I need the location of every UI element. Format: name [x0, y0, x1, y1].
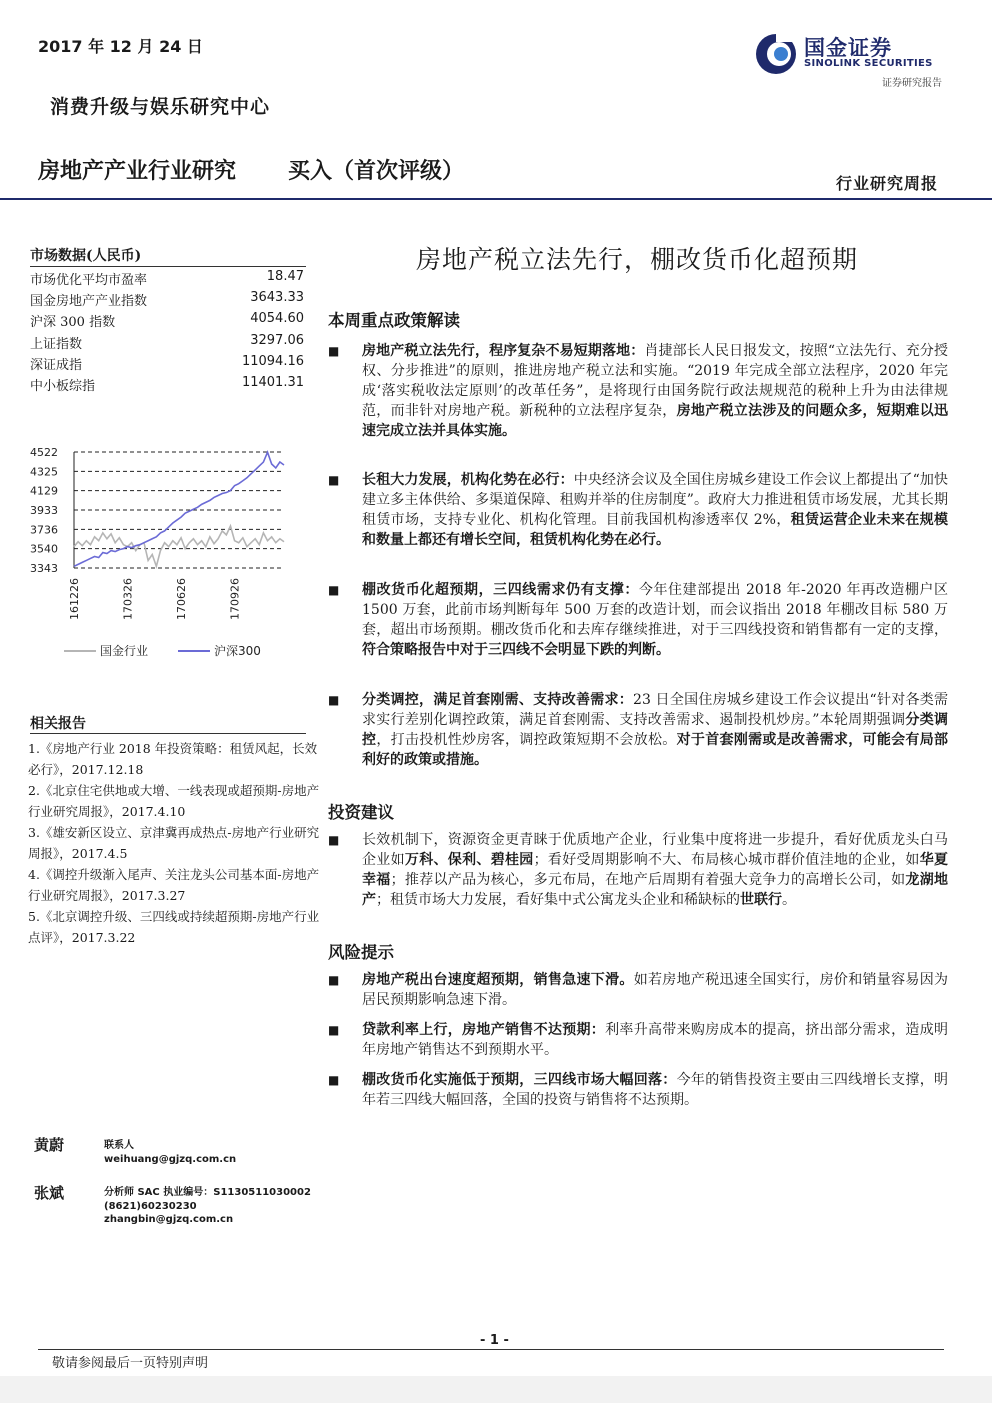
market-value: 11401.31 — [241, 375, 304, 390]
bullet-segment: 肖捷部长人民日报发文，按照“立法先行、充分授权、分步推进”的原则，推进房地产税立法和实施。“2019 年完成全部立法程序，2020 年完成‘落实税收法定原则’的改革任务”，是将现行由国务院行政法规规范的税种上升为由法律规范，而非针对房地产税。新税种的立法程序复杂， — [362, 343, 949, 419]
bullet-text — [362, 830, 948, 910]
author-phone: (8621)60230230 — [104, 1200, 197, 1212]
investment-bullet — [328, 830, 948, 910]
bullet-segment: ，打击投机性炒房客，调控政策短期不会放松。 — [376, 732, 677, 748]
market-value: 11094.16 — [241, 354, 304, 369]
policy-bullet — [328, 341, 948, 441]
x-tick-label: 170626 — [175, 578, 189, 620]
report-type: 行业研究周报 — [835, 174, 938, 193]
y-tick-label: 3540 — [30, 542, 58, 556]
bullet-square-icon: ■ — [328, 973, 340, 987]
related-report-item[interactable]: 4.《调控升级渐入尾声、关注龙头公司基本面-房地产行业研究周报》，2017.3.27 — [28, 867, 320, 903]
bullet-text — [362, 470, 948, 550]
bullet-text — [362, 341, 948, 441]
bullet-segment: 中央经济会议及全国住房城乡建设工作会议上都提出了“加快建立多主体供给、多渠道保障、租购并举的住房制度”。政府大力推进租赁市场发展，尤其长期租赁市场，支持专业化、机构化管理。目前我国机构渗透率仅 2%， — [362, 472, 949, 528]
market-row — [30, 311, 304, 332]
market-value: 3297.06 — [250, 333, 304, 348]
y-tick-label: 3343 — [30, 562, 58, 575]
logo-text-cn: 国金证券 — [804, 36, 892, 60]
bullet-segment: ；租赁市场大力发展，看好集中式公寓龙头企业和稀缺标的 — [376, 892, 740, 908]
author-email[interactable]: zhangbin@gjzq.com.cn — [104, 1214, 234, 1225]
author-role: 联系人 — [104, 1140, 134, 1151]
bullet-emphasis: 世联行 — [740, 892, 782, 908]
author-name: 黄蔚 — [34, 1136, 65, 1154]
x-tick-label: 170326 — [121, 578, 135, 620]
industry-title: 房地产产业行业研究 — [38, 159, 237, 184]
bullet-emphasis: 万科、保利、碧桂园 — [404, 852, 534, 868]
bullet-segment: 利率升高带来购房成本的提高，挤出部分需求，造成明年房地产销售达不到预期水平。 — [362, 1022, 949, 1058]
bullet-emphasis: 棚改货币化超预期，三四线需求仍有支撑： — [362, 582, 639, 598]
bullet-segment: 23 日全国住房城乡建设工作会议提出“针对各类需求实行差别化调控政策，满足首套刚需、支持改善需求、遏制投机炒房。”本轮周期强调 — [362, 692, 949, 728]
bullet-emphasis: 龙湖地产 — [362, 872, 949, 908]
legend-label: 国金行业 — [100, 644, 149, 658]
research-center: 消费升级与娱乐研究中心 — [50, 96, 271, 118]
market-value: 18.47 — [266, 269, 304, 284]
bullet-segment: 长效机制下，资源资金更青睐于优质地产企业，行业集中度将进一步提升，看好优质龙头白马企业如 — [362, 832, 948, 868]
bullet-square-icon: ■ — [328, 833, 340, 847]
market-row — [30, 354, 304, 375]
section-title: 投资建议 — [328, 803, 394, 822]
bullet-segment: ；推荐以产品为核心，多元布局，在地产后周期有着强大竞争力的高增长公司，如 — [390, 872, 906, 888]
market-data-divider — [30, 266, 306, 267]
market-row — [30, 375, 304, 396]
series-line-hs300 — [74, 452, 284, 566]
market-data-title: 市场数据(人民币) — [30, 248, 142, 264]
bullet-segment: ；看好受周期影响不大、布局核心城市群价值洼地的企业，如 — [533, 852, 920, 868]
author-email[interactable]: weihuang@gjzq.com.cn — [104, 1153, 237, 1165]
market-label: 深证成指 — [30, 358, 83, 373]
bullet-text — [362, 1070, 948, 1110]
bullet-square-icon: ■ — [328, 473, 340, 487]
bullet-emphasis: 房地产税出台速度超预期，销售急速下滑。 — [362, 972, 634, 988]
x-tick-label: 170926 — [228, 578, 242, 620]
bullet-square-icon: ■ — [328, 1073, 340, 1087]
bullet-emphasis: 符合策略报告中对于三四线不会明显下跌的判断。 — [362, 642, 670, 658]
report-date: 2017 年 12 月 24 日 — [38, 37, 203, 56]
disclaimer-notice: 敬请参阅最后一页特别声明 — [52, 1356, 209, 1371]
page-number: - 1 - — [480, 1333, 509, 1348]
author-sac-id: 分析师 SAC 执业编号：S1130511030002 — [104, 1187, 311, 1198]
header-divider — [0, 198, 992, 200]
risk-bullet — [328, 1070, 948, 1110]
policy-bullet — [328, 580, 948, 660]
bullet-square-icon: ■ — [328, 583, 340, 597]
section-title: 本周重点政策解读 — [328, 311, 460, 330]
market-label: 国金房地产产业指数 — [30, 294, 148, 309]
market-row — [30, 269, 304, 290]
market-label: 沪深 300 指数 — [30, 315, 116, 330]
related-report-item[interactable]: 5.《北京调控升级、三四线或持续超预期-房地产行业点评》，2017.3.22 — [28, 909, 320, 945]
section-title: 风险提示 — [328, 943, 394, 962]
risk-bullet — [328, 1020, 948, 1060]
y-tick-label: 4522 — [30, 446, 58, 459]
related-reports-title: 相关报告 — [30, 716, 86, 732]
series-line-industry — [74, 526, 284, 566]
bullet-text — [362, 580, 948, 660]
bullet-segment: 今年的销售投资主要由三四线增长支撑，明年若三四线大幅回落，全国的投资与销售将不达预期。 — [362, 1072, 949, 1108]
policy-bullet — [328, 690, 948, 770]
bullet-emphasis: 贷款利率上行，房地产销售不达预期： — [362, 1022, 606, 1038]
bullet-segment: 今年住建部提出 2018 年-2020 年再改造棚户区 1500 万套，此前市场判断每年 500 万套的改造计划，而会议指出 2018 年棚改目标 580 万套，超出市场预期。棚改货币化和去库存继续推进，对于三四线投资和销售都有一定的支撑， — [362, 582, 948, 638]
footer-band — [0, 1376, 992, 1403]
rating: 买入（首次评级） — [288, 159, 465, 184]
sinolink-logo-icon — [754, 32, 798, 76]
bullet-emphasis: 房地产税立法涉及的问题众多，短期难以迅速完成立法并具体实施。 — [362, 403, 949, 439]
bullet-text — [362, 1020, 948, 1060]
bullet-text — [362, 690, 948, 770]
y-tick-label: 4129 — [30, 484, 58, 498]
bullet-emphasis: 对于首套刚需或是改善需求，可能会有局部利好的政策或措施。 — [362, 732, 949, 768]
market-value: 3643.33 — [250, 290, 304, 305]
bullet-emphasis: 租赁运营企业未来在规模和数量上都还有增长空间，租赁机构化势在必行。 — [362, 512, 948, 548]
market-label: 市场优化平均市盈率 — [30, 273, 148, 288]
risk-bullet — [328, 970, 948, 1010]
bullet-text — [362, 970, 948, 1010]
x-tick-label: 161226 — [68, 578, 81, 620]
bullet-square-icon: ■ — [328, 1023, 340, 1037]
index-line-chart — [24, 436, 314, 666]
bullet-square-icon: ■ — [328, 344, 340, 358]
policy-bullet — [328, 470, 948, 550]
company-logo — [754, 30, 944, 92]
bullet-emphasis: 房地产税立法先行，程序复杂不易短期落地： — [362, 343, 645, 359]
author-contact — [104, 1139, 236, 1166]
market-label: 上证指数 — [30, 337, 83, 352]
bullet-emphasis: 长租大力发展，机构化势在必行： — [362, 472, 574, 488]
market-row — [30, 290, 304, 311]
related-report-item[interactable]: 1.《房地产行业 2018 年投资策略：租赁风起，长效必行》，2017.12.18 — [28, 741, 318, 777]
bullet-square-icon: ■ — [328, 693, 340, 707]
bullet-segment: 。 — [782, 892, 796, 908]
footer-divider — [38, 1349, 944, 1350]
related-reports-list — [28, 738, 320, 948]
y-tick-label: 4325 — [30, 465, 58, 479]
bullet-emphasis: 分类调控 — [362, 712, 948, 748]
related-report-item[interactable]: 3.《雄安新区设立、京津冀再成热点-房地产行业研究周报》，2017.4.5 — [28, 825, 320, 861]
y-tick-label: 3933 — [30, 503, 58, 517]
bullet-emphasis: 棚改货币化实施低于预期，三四线市场大幅回落： — [362, 1072, 677, 1088]
bullet-segment: 如若房地产税迅速全国实行，房价和销量容易因为居民预期影响急速下滑。 — [362, 972, 949, 1008]
market-value: 4054.60 — [250, 311, 304, 326]
logo-text-en: SINOLINK SECURITIES — [804, 58, 933, 69]
logo-subtitle: 证券研究报告 — [882, 78, 942, 89]
market-row — [30, 333, 304, 354]
related-report-item[interactable]: 2.《北京住宅供地或大增、一线表现或超预期-房地产行业研究周报》，2017.4.10 — [28, 783, 320, 819]
author-contact — [104, 1186, 311, 1227]
author-name: 张斌 — [34, 1184, 65, 1202]
legend-label: 沪深300 — [214, 644, 261, 658]
report-title: 房地产税立法先行，棚改货币化超预期 — [415, 245, 858, 274]
bullet-emphasis: 华夏幸福 — [362, 852, 949, 888]
y-tick-label: 3736 — [30, 523, 58, 537]
related-reports-divider — [30, 733, 306, 734]
bullet-emphasis: 分类调控，满足首套刚需、支持改善需求： — [362, 692, 634, 708]
market-label: 中小板综指 — [30, 379, 96, 394]
